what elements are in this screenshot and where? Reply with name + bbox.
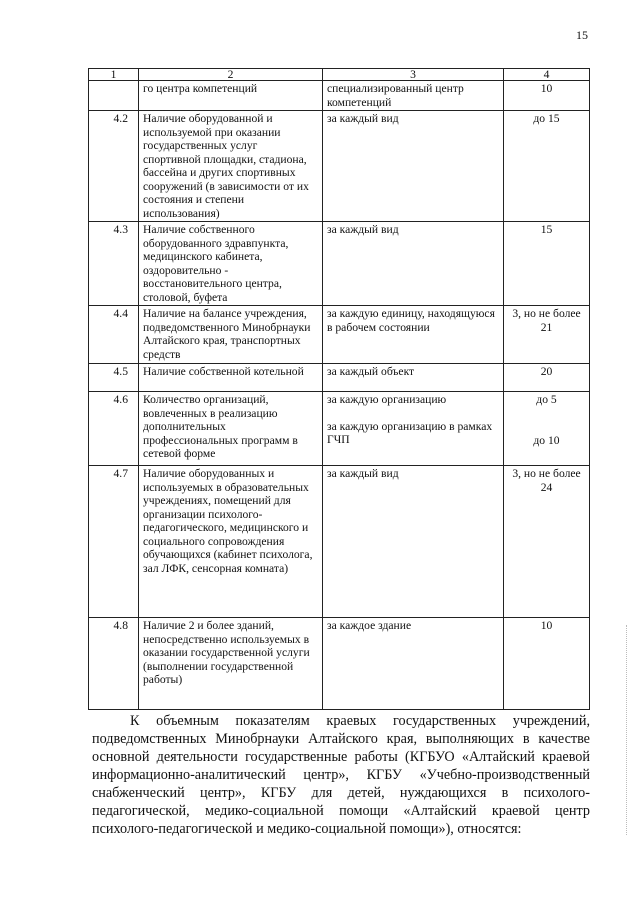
- row-indicator: го центра компетенций: [139, 81, 323, 111]
- row-value-1: до 5: [536, 393, 557, 406]
- row-number: 4.4: [89, 306, 139, 364]
- row-unit: за каждый объект: [323, 364, 504, 392]
- row-indicator: Наличие оборудованных и используемых в образовательных учреждениях, помещений для организации психолого-педагогического, медицинского и социального сопровождения обучающихся (кабинет психолога, зал ЛФК, сенсорная комната): [139, 466, 323, 618]
- table-row: [89, 364, 590, 392]
- row-indicator: Наличие оборудованной и используемой при оказании государственных услуг спортивной площадки, стадиона, бассейна и других спортивных сооружений (в зависимости от их состояния и степени использования): [139, 111, 323, 222]
- row-unit: за каждый вид: [323, 466, 504, 618]
- row-unit: за каждый вид: [323, 111, 504, 222]
- row-unit: специализированный центр компетенций: [323, 81, 504, 111]
- row-unit: за каждое здание: [323, 618, 504, 710]
- table-row: [89, 111, 590, 222]
- row-unit-2: за каждую организацию в рамках ГЧП: [327, 419, 493, 446]
- header-col-2: 2: [139, 69, 323, 81]
- table-row: [89, 392, 590, 466]
- header-col-1: 1: [89, 69, 139, 81]
- table-row: [89, 81, 590, 111]
- row-value: 3, но не более 21: [504, 306, 590, 364]
- table-row: [89, 618, 590, 710]
- row-number: 4.3: [89, 222, 139, 306]
- scan-margin-marks: [626, 625, 629, 835]
- row-number: 4.2: [89, 111, 139, 222]
- row-indicator: Наличие 2 и более зданий, непосредственно используемых в оказании государственной услуги (выполнении государственной работы): [139, 618, 323, 710]
- row-indicator: Количество организаций, вовлеченных в реализацию дополнительных профессиональных программ в сетевой форме: [139, 392, 323, 466]
- row-number: 4.7: [89, 466, 139, 618]
- row-indicator: Наличие собственной котельной: [139, 364, 323, 392]
- page-number: 15: [576, 28, 588, 42]
- body-paragraph-text: К объемным показателям краевых государственных учреждений, подведомственных Минобрнауки Алтайского края, выполняющих в качестве основной деятельности государственные работы (КГБУО «Алтайский краевой информационно-аналитический центр», КГБУ «Учебно-производственный снабженческий центр», КГБУ для детей, нуждающихся в психолого-педагогической, медико-социальной помощи «Алтайский краевой центр психолого-педагогической и медико-социальной помощи»), относятся:: [92, 713, 590, 837]
- row-value: 10: [504, 81, 590, 111]
- row-indicator: Наличие на балансе учреждения, подведомственного Минобрнауки Алтайского края, транспортных средств: [139, 306, 323, 364]
- row-value: до 15: [504, 111, 590, 222]
- body-paragraph: [92, 712, 590, 838]
- table-row: [89, 222, 590, 306]
- row-value-2: до 10: [533, 433, 560, 447]
- row-number: 4.6: [89, 392, 139, 466]
- row-number: [89, 81, 139, 111]
- row-value: 20: [504, 364, 590, 392]
- table-row: [89, 306, 590, 364]
- row-value: 3, но не более 24: [504, 466, 590, 618]
- row-value: 10: [504, 618, 590, 710]
- indicators-table: [88, 68, 590, 710]
- row-value: 15: [504, 222, 590, 306]
- header-col-4: 4: [504, 69, 590, 81]
- row-unit: [323, 392, 504, 466]
- row-indicator: Наличие собственного оборудованного здравпункта, медицинского кабинета, оздоровительно - восстановительного центра, столовой, буфета: [139, 222, 323, 306]
- row-unit: за каждый вид: [323, 222, 504, 306]
- row-number: 4.8: [89, 618, 139, 710]
- row-unit-1: за каждую организацию: [327, 393, 447, 406]
- row-value: [504, 392, 590, 466]
- header-col-3: 3: [323, 69, 504, 81]
- table-row: [89, 466, 590, 618]
- table-header-row: [89, 69, 590, 81]
- row-number: 4.5: [89, 364, 139, 392]
- row-unit: за каждую единицу, находящуюся в рабочем состоянии: [323, 306, 504, 364]
